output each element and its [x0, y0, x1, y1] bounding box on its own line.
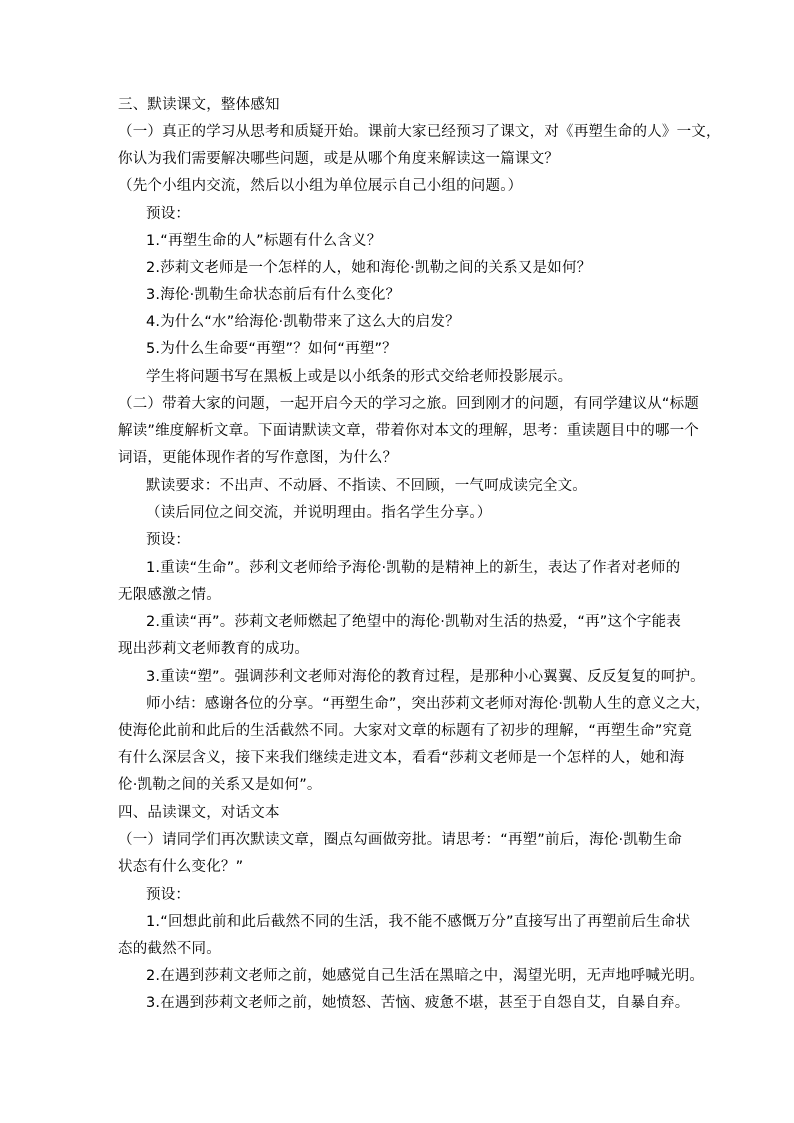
list-item: 现出莎莉文老师教育的成功。 — [118, 641, 310, 657]
paragraph-line: 词语，更能体现作者的写作意图，为什么？ — [118, 450, 398, 466]
paragraph-line: （二）带着大家的问题，一起开启今天的学习之旅。回到刚才的问题，有同学建议从“标题 — [118, 396, 700, 412]
list-item: 1.“再塑生命的人”标题有什么含义？ — [146, 233, 382, 249]
list-item: 2.在遇到莎莉文老师之前，她感觉自己生活在黑暗之中，渴望光明，无声地呼喊光明。 — [146, 968, 705, 984]
paragraph-line: 学生将问题书写在黑板上或是以小纸条的形式交给老师投影展示。 — [146, 369, 573, 385]
list-item: 4.为什么“水”给海伦·凯勒带来了这么大的启发？ — [146, 314, 460, 330]
paragraph-line: 师小结：感谢各位的分享。“再塑生命”，突出莎莉文老师对海伦·凯勒人生的意义之大， — [146, 696, 711, 712]
list-item: 无限感激之情。 — [118, 587, 221, 603]
list-item: 2.重读“再”。莎莉文老师燃起了绝望中的海伦·凯勒对生活的热爱，“再”这个字能表 — [146, 614, 681, 630]
list-item: 1.重读“生命”。莎利文老师给予海伦·凯勒的是精神上的新生，表达了作者对老师的 — [146, 560, 681, 576]
paragraph-line: 预设： — [146, 532, 191, 548]
paragraph-line: 有什么深层含义，接下来我们继续走进文本，看看“莎莉文老师是一个怎样的人，她和海 — [118, 750, 685, 766]
list-item: 3.在遇到莎莉文老师之前，她愤怒、苦恼、疲惫不堪，甚至于自怨自艾，自暴自弃。 — [146, 995, 690, 1011]
paragraph-line: 伦·凯勒之间的关系又是如何”。 — [118, 777, 322, 793]
paragraph-line: 解读”维度解析文章。下面请默读文章，带着你对本文的理解，思考：重读题目中的哪一个 — [118, 423, 700, 439]
list-item: 3.重读“塑”。强调莎利文老师对海伦的教育过程，是那种小心翼翼、反反复复的呵护。 — [146, 669, 705, 685]
paragraph-line: （先个小组内交流，然后以小组为单位展示自己小组的问题。） — [118, 178, 523, 194]
list-item: 3.海伦·凯勒生命状态前后有什么变化？ — [146, 287, 401, 303]
paragraph-line: （一）真正的学习从思考和质疑开始。课前大家已经预习了课文，对《再塑生命的人》一文， — [118, 124, 721, 140]
paragraph-line: （一）请同学们再次默读文章，圈点勾画做旁批。请思考：“再塑”前后，海伦·凯勒生命 — [118, 832, 683, 848]
section-heading: 三、默读课文，整体感知 — [118, 97, 280, 113]
paragraph-line: 预设： — [146, 887, 191, 903]
list-item: 2.莎莉文老师是一个怎样的人，她和海伦·凯勒之间的关系又是如何？ — [146, 260, 592, 276]
paragraph-line: 预设： — [146, 206, 191, 222]
paragraph-line: 你认为我们需要解决哪些问题，或是从哪个角度来解读这一篇课文？ — [118, 151, 559, 167]
list-item: 态的截然不同。 — [118, 941, 221, 957]
paragraph-line: 状态有什么变化？” — [118, 859, 244, 875]
list-item: 5.为什么生命要“再塑”？如何“再塑”？ — [146, 341, 397, 357]
list-item: 1.“回想此前和此后截然不同的生活，我不能不感慨万分”直接写出了再塑前后生命状 — [146, 914, 691, 930]
paragraph-line: 使海伦此前和此后的生活截然不同。大家对文章的标题有了初步的理解，“再塑生命”究竟 — [118, 723, 693, 739]
paragraph-line: （读后同位之间交流，并说明理由。指名学生分享。） — [146, 505, 492, 521]
section-heading: 四、品读课文，对话文本 — [118, 805, 280, 821]
paragraph-line: 默读要求：不出声、不动唇、不指读、不回顾，一气呵成读完全文。 — [146, 478, 587, 494]
